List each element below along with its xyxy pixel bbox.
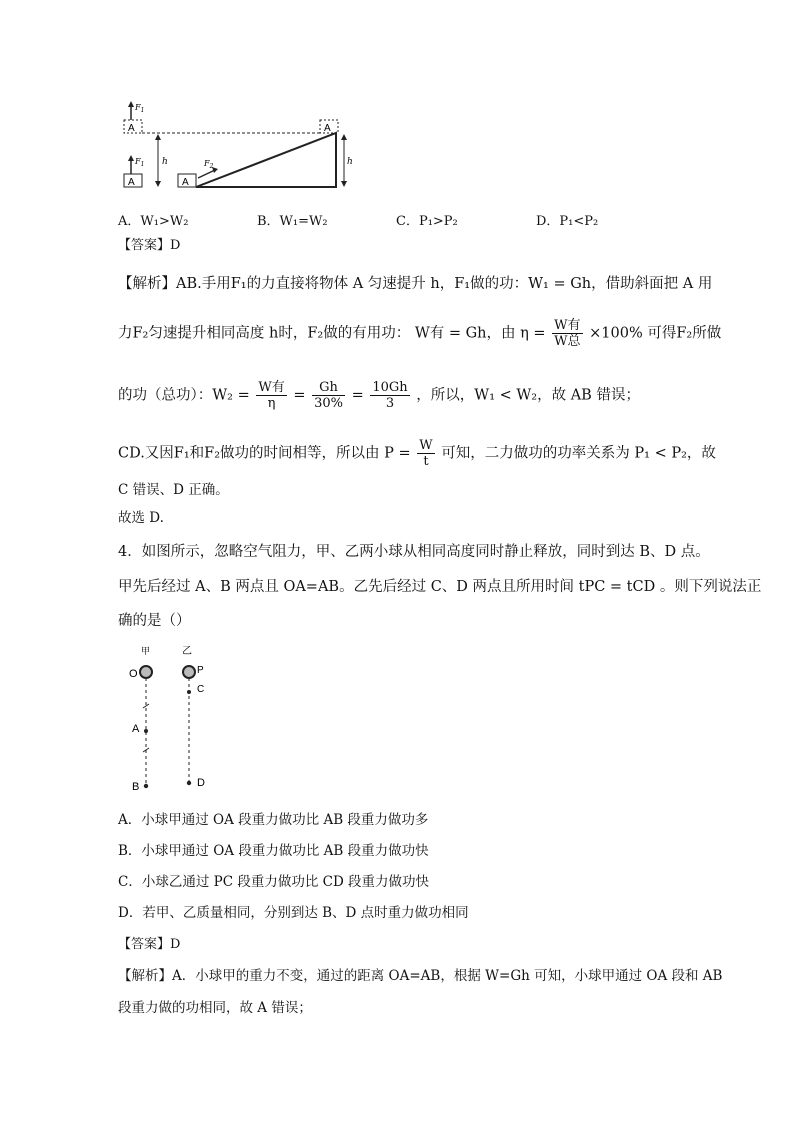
frac-num: W有: [554, 318, 581, 333]
fig1-label-a-top-right: A: [324, 123, 331, 134]
fig2-label-c: C: [197, 684, 205, 695]
fig1-label-a-top: A: [128, 123, 135, 134]
q3-conclusion: 故选 D.: [118, 510, 164, 526]
q4-stem-line-3: 确的是（）: [118, 613, 191, 629]
q3-analysis-4b: 可知，二力做功的功率关系为 P₁ < P₂，故: [441, 445, 716, 462]
fig1-label-a-incline: A: [182, 177, 189, 188]
fig1-f1-bottom: $F_1$: [135, 157, 145, 168]
frac-w-eta: [256, 380, 286, 411]
fig1-f2: $F_2$: [204, 159, 214, 170]
point-c: [187, 690, 191, 694]
q3-option-a: A．W₁>W₂: [118, 214, 189, 229]
q3-answer: 【答案】D: [118, 238, 181, 253]
frac-num: 10Gh: [372, 380, 408, 395]
q3-option-b: B．W₁=W₂: [257, 214, 328, 229]
frac-num: W: [419, 438, 433, 453]
q3-analysis-line-4: [118, 438, 716, 469]
q3-option-c: C．P₁>P₂: [396, 214, 458, 229]
fig2-label-o: O: [129, 668, 138, 680]
q3-analysis-3a: 的功（总功）：W₂ =: [118, 387, 250, 404]
fig1-f1-top: $F_1$: [135, 103, 145, 114]
q4-stem-line-2: 甲先后经过 A、B 两点且 OA=AB。乙先后经过 C、D 两点且所用时间 tPC = tCD 。则下列说法正: [118, 579, 762, 595]
q4-option-c: C．小球乙通过 PC 段重力做功比 CD 段重力做功快: [118, 874, 430, 890]
q3-analysis-3b: ，所以，W₁ < W₂，故 AB 错误；: [416, 387, 640, 404]
point-d: [187, 781, 191, 785]
point-b: [144, 784, 148, 788]
frac-w-t: [417, 438, 434, 469]
fig2-label-a: A: [132, 723, 140, 735]
fig1-label-a-bl: A: [128, 177, 135, 188]
q3-analysis-line-2: [118, 318, 721, 349]
frac-den: 3: [385, 396, 395, 411]
point-a: [144, 729, 148, 733]
q3-analysis-line-5: C 错误、D 正确。: [118, 482, 229, 498]
efficiency-fraction: [552, 318, 582, 349]
frac-den: η: [267, 396, 276, 411]
fig1-h-right: h: [347, 157, 353, 167]
frac-gh-30: [312, 380, 345, 411]
frac-num: W有: [258, 380, 285, 395]
q3-analysis-2a: 力F₂匀速提升相同高度 h时，F₂做的有用功：: [118, 325, 411, 342]
frac-10gh-3: [370, 380, 409, 411]
ball-jia: [140, 666, 152, 678]
q3-analysis-4a: CD.又因F₁和F₂做功的时间相等，所以由 P =: [118, 445, 411, 462]
frac-den: W总: [554, 334, 581, 349]
q3-analysis-2c: ×100% 可得F₂所做: [589, 325, 722, 342]
fig1-h-left: h: [162, 157, 168, 167]
figure-incline: [118, 100, 358, 192]
frac-num: Gh: [312, 380, 345, 396]
fig2-label-b: B: [132, 781, 140, 793]
q3-analysis-line-3: 的功（总功）：W₂ = $\frac{\text{W有}}{\eta}$ = $\frac{Gh}{30\%}$ = $\frac{10Gh}{3}$ ，所以，W₁ < W₂，故 AB 错误；: [118, 380, 640, 411]
q4-option-a: A．小球甲通过 OA 段重力做功比 AB 段重力做功多: [118, 812, 429, 828]
q4-analysis-line-1: 【解析】A．小球甲的重力不变，通过的距离 OA=AB，根据 W=Gh 可知，小球甲通过 OA 段和 AB: [118, 968, 723, 984]
q3-analysis-2b: W有 = Gh，由 η =: [414, 325, 546, 342]
frac-den: t: [423, 454, 429, 469]
q3-option-d: D．P₁<P₂: [536, 214, 599, 229]
figure-falling-balls: [118, 640, 228, 800]
q3-analysis-line-1: 【解析】AB.手用F₁的力直接将物体 A 匀速提升 h，F₁做的功：W₁ = Gh，借助斜面把 A 用: [118, 276, 713, 292]
fig2-label-p: P: [197, 665, 204, 676]
fig2-label-d: D: [197, 777, 205, 789]
q4-stem-line-1: 4．如图所示，忽略空气阻力，甲、乙两小球从相同高度同时静止释放，同时到达 B、D 点。: [118, 544, 710, 560]
fig2-label-yi: 乙: [182, 646, 192, 657]
ball-yi: [183, 666, 195, 678]
q4-answer: 【答案】D: [118, 937, 181, 952]
q4-analysis-line-2: 段重力做的功相同，故 A 错误；: [118, 1000, 312, 1016]
frac-den: 30%: [314, 396, 343, 411]
incline-triangle: [196, 133, 336, 187]
fig2-label-jia: 甲: [141, 647, 151, 657]
q4-option-b: B．小球甲通过 OA 段重力做功比 AB 段重力做功快: [118, 843, 429, 859]
q4-option-d: D．若甲、乙质量相同，分别到达 B、D 点时重力做功相同: [118, 905, 469, 921]
